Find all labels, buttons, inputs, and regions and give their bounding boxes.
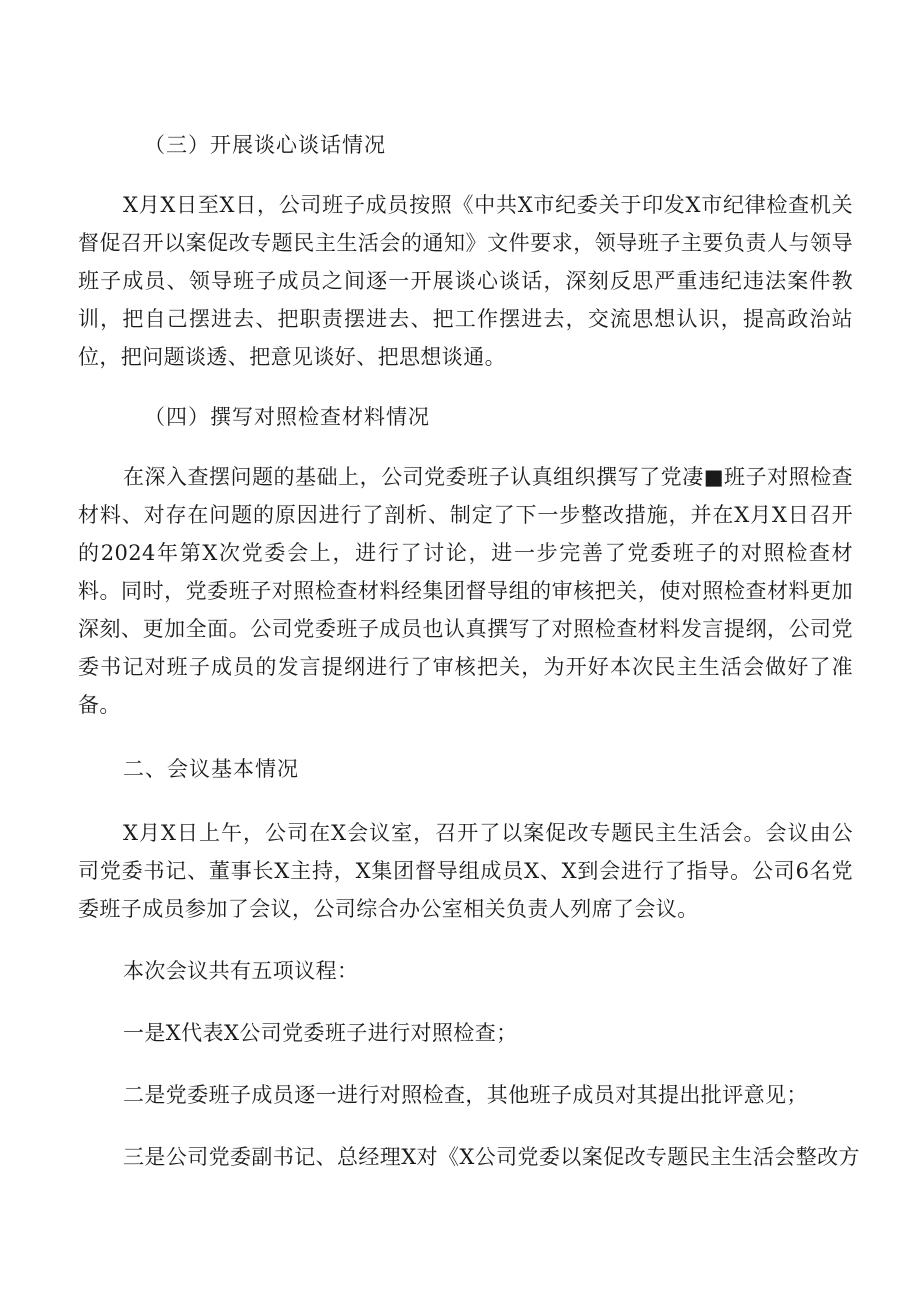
heading-materials: （四）撰写对照检查材料情况 (144, 405, 430, 429)
agenda-item-1: 一是X代表X公司党委班子进行对照检查； (123, 1021, 518, 1045)
paragraph-talks: X月X日至X日，公司班子成员按照《中共X市纪委关于印发X市纪律检查机关督促召开以案促改专题民主生活会的通知》文件要求，领导班子主要负责人与领导班子成员、领导班子成员之间逐一开展谈心谈话，深刻反思严重违纪违法案件教训，把自己摆进去、把职责摆进去、把工作摆进去，交流思想认识，提高政治站位，把问题谈透、把意见谈好、把思想谈通。 (78, 193, 853, 369)
paragraph-materials: 在深入查摆问题的基础上，公司党委班子认真组织撰写了党凄■班子对照检查材料、对存在问题的原因进行了剖析、制定了下一步整改措施，并在X月X日召开的2024年第X次党委会上，进行了讨论，进一步完善了党委班子的对照检查材料。同时，党委班子对照检查材料经集团督导组的审核把关，使对照检查材料更加深刻、更加全面。公司党委班子成员也认真撰写了对照检查材料发言提纲，公司党委书记对班子成员的发言提纲进行了审核把关，为开好本次民主生活会做好了准备。 (78, 465, 853, 717)
paragraph-meeting: X月X日上午，公司在X会议室，召开了以案促改专题民主生活会。会议由公司党委书记、董事长X主持，X集团督导组成员X、X到会进行了指导。公司6名党委班子成员参加了会议，公司综合办公室相关负责人列席了会议。 (78, 821, 853, 921)
agenda-item-3: 三是公司党委副书记、总经理X对《X公司党委以案促改专题民主生活会整改方 (123, 1145, 860, 1169)
agenda-item-2: 二是党委班子成员逐一进行对照检查，其他班子成员对其提出批评意见； (123, 1083, 808, 1107)
heading-talks: （三）开展谈心谈话情况 (144, 133, 386, 157)
document-page (78, 126, 860, 1176)
section-meeting-basic: 二、会议基本情况 (123, 757, 299, 781)
paragraph-agenda-intro: 本次会议共有五项议程： (123, 959, 359, 983)
